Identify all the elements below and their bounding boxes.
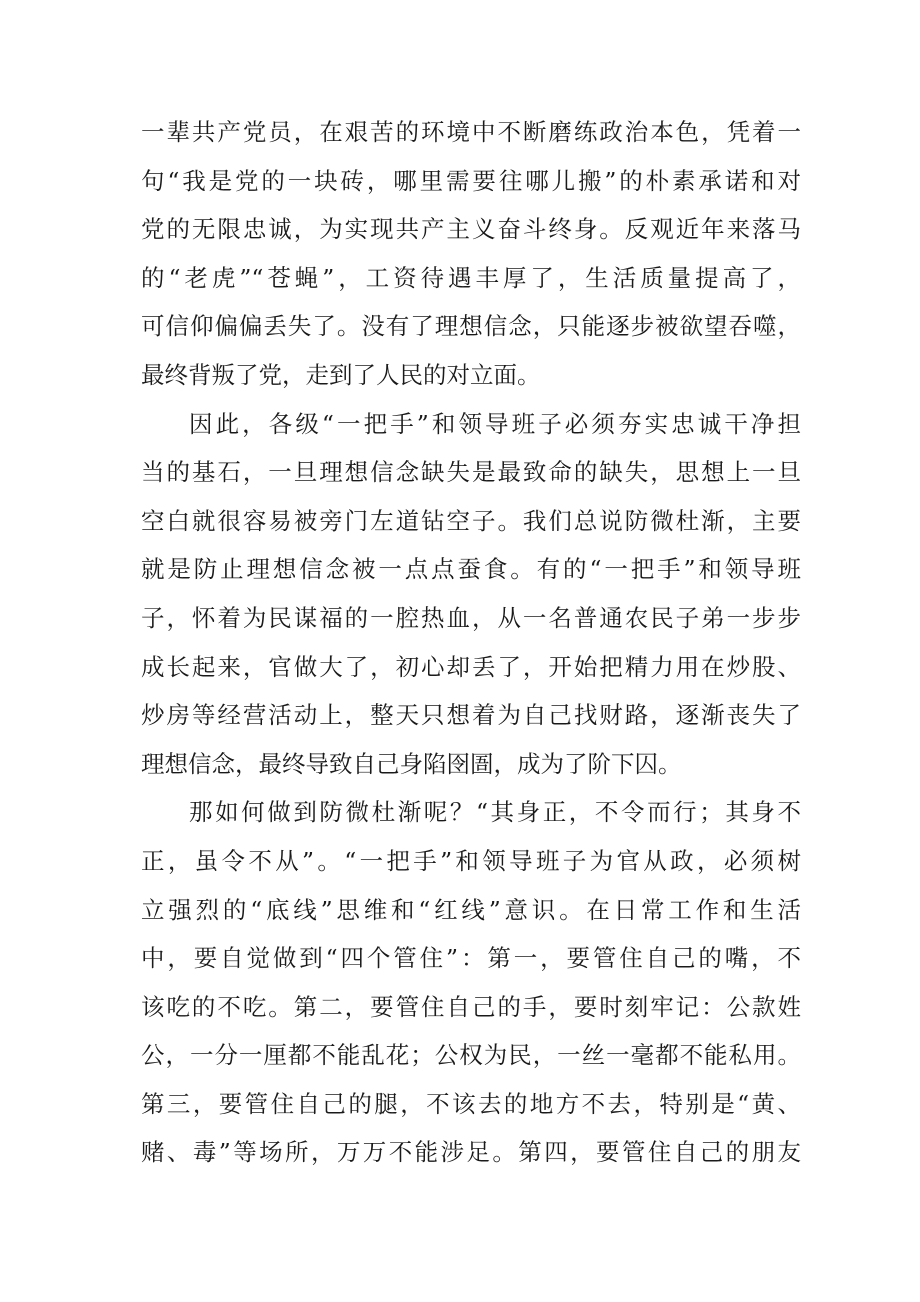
text-line: 理想信念，最终导致自己身陷囹圄，成为了阶下囚。	[141, 749, 682, 778]
text-line: 第三，要管住自己的腿，不该去的地方不去，特别是“黄、	[141, 1089, 801, 1118]
text-line: 公，一分一厘都不能乱花；公权为民，一丝一毫都不能私用。	[141, 1041, 801, 1070]
text-line: 炒房等经营活动上，整天只想着为自己找财路，逐渐丧失了	[141, 701, 801, 730]
text-line: 正，虽令不从”。“一把手”和领导班子为官从政，必须树	[141, 846, 801, 875]
text-line: 成长起来，官做大了，初心却丢了，开始把精力用在炒股、	[141, 652, 801, 681]
text-line: 当的基石，一旦理想信念缺失是最致命的缺失，思想上一旦	[141, 458, 801, 487]
text-line: 就是防止理想信念被一点点蚕食。有的“一把手”和领导班	[141, 555, 801, 584]
text-line: 那如何做到防微杜渐呢？“其身正，不令而行；其身不	[189, 798, 801, 827]
text-line: 最终背叛了党，走到了人民的对立面。	[141, 360, 541, 389]
text-line: 一辈共产党员，在艰苦的环境中不断磨练政治本色，凭着一	[141, 118, 801, 146]
document-body	[141, 108, 801, 1177]
text-line: 该吃的不吃。第二，要管住自己的手，要时刻牢记：公款姓	[141, 992, 801, 1021]
text-line: 中，要自觉做到“四个管住”：第一，要管住自己的嘴，不	[141, 944, 801, 973]
text-line: 可信仰偏偏丢失了。没有了理想信念，只能逐步被欲望吞噬，	[141, 312, 801, 341]
text-line: 赌、毒”等场所，万万不能涉足。第四，要管住自己的朋友	[141, 1138, 801, 1167]
text-line: 党的无限忠诚，为实现共产主义奋斗终身。反观近年来落马	[141, 215, 801, 244]
text-line: 的“老虎”“苍蝇”，工资待遇丰厚了，生活质量提高了，	[141, 263, 801, 292]
text-line: 立强烈的“底线”思维和“红线”意识。在日常工作和生活	[141, 895, 801, 924]
text-line: 句“我是党的一块砖，哪里需要往哪儿搬”的朴素承诺和对	[141, 166, 801, 195]
text-line: 子，怀着为民谋福的一腔热血，从一名普通农民子弟一步步	[141, 603, 801, 632]
text-line: 空白就很容易被旁门左道钻空子。我们总说防微杜渐，主要	[141, 506, 801, 535]
text-line: 因此，各级“一把手”和领导班子必须夯实忠诚干净担	[189, 409, 801, 438]
